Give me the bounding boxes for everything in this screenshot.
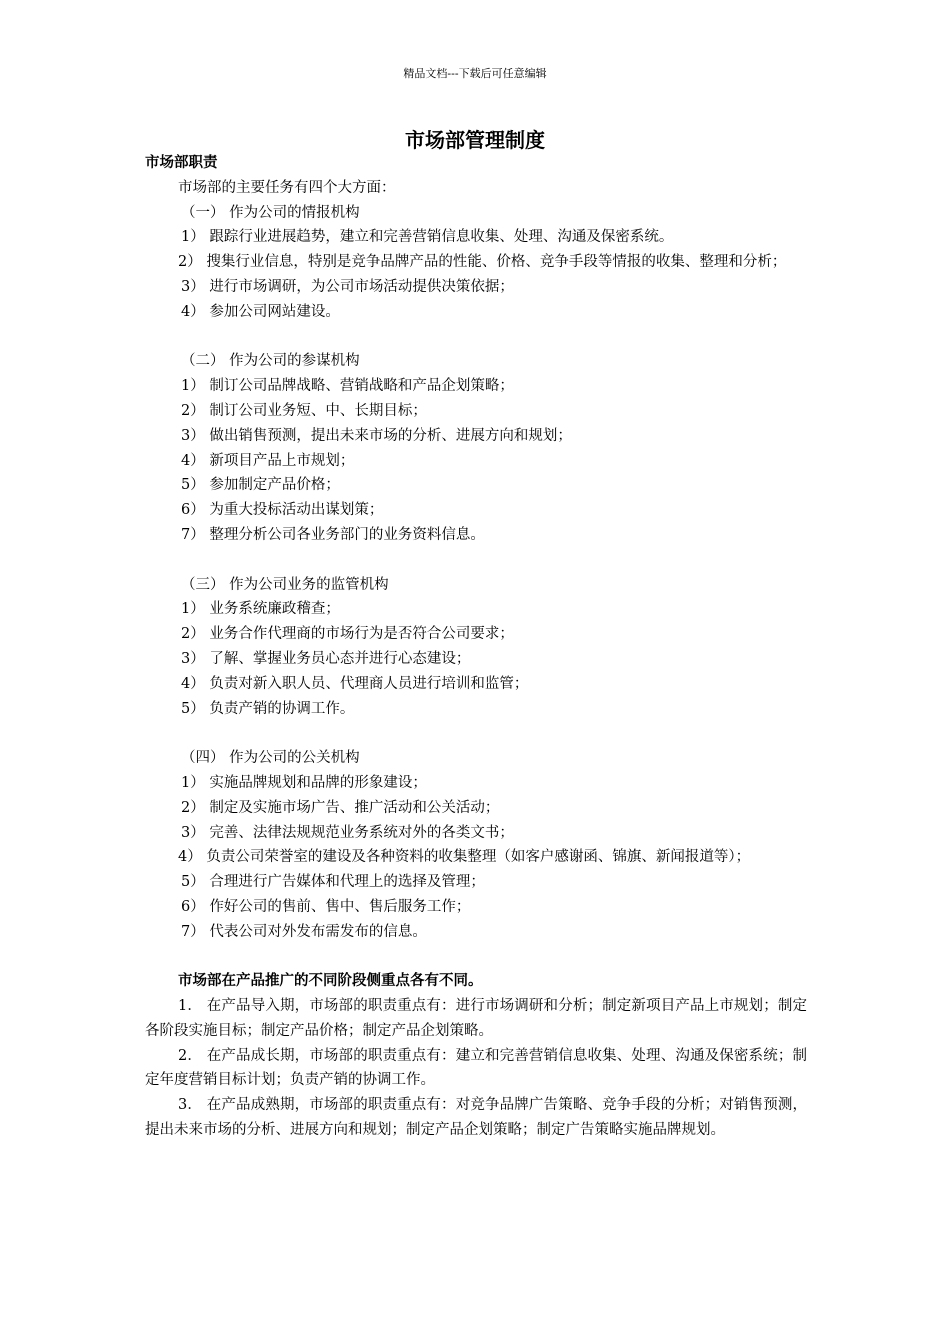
list-item: 4） 新项目产品上市规划；	[181, 452, 355, 469]
intro-text: 市场部的主要任务有四个大方面：	[178, 179, 396, 196]
list-item: 5） 参加制定产品价格；	[181, 477, 340, 494]
list-item: 2） 制订公司业务短、中、长期目标；	[181, 402, 427, 419]
stage-paragraph: 1． 在产品导入期，市场部的职责重点有：进行市场调研和分析；制定新项目产品上市规划；制定各阶段实施目标；制定产品价格；制定产品企划策略。	[145, 998, 807, 1039]
page-header: 精品文档---下载后可任意编辑	[403, 67, 547, 80]
list-item: 4） 负责公司荣誉室的建设及各种资料的收集整理（如客户感谢函、锦旗、新闻报道等）；	[178, 849, 751, 866]
list-item: 3） 完善、法律法规规范业务系统对外的各类文书；	[181, 824, 514, 841]
spacer	[145, 721, 807, 746]
list-item: 1） 业务系统廉政稽查；	[181, 601, 340, 618]
list-item: 3） 做出销售预测，提出未来市场的分析、进展方向和规划；	[181, 427, 572, 444]
list-item: 1） 实施品牌规划和品牌的形象建设；	[181, 774, 427, 791]
document-title: 市场部管理制度	[405, 128, 545, 152]
group-title: （四） 作为公司的公关机构	[181, 750, 360, 767]
section-heading-stages: 市场部在产品推广的不同阶段侧重点各有不同。	[178, 973, 483, 990]
list-item: 1） 制订公司品牌战略、营销战略和产品企划策略；	[181, 378, 514, 395]
section-heading-duties: 市场部职责	[145, 155, 218, 171]
list-item: 3） 了解、掌握业务员心态并进行心态建设；	[181, 650, 471, 667]
list-item: 2） 搜集行业信息，特别是竞争品牌产品的性能、价格、竞争手段等情报的收集、整理和分析；	[178, 254, 787, 271]
group-title: （一） 作为公司的情报机构	[181, 204, 360, 221]
stage-paragraph: 2． 在产品成长期，市场部的职责重点有：建立和完善营销信息收集、处理、沟通及保密系统；制定年度营销目标计划；负责产销的协调工作。	[145, 1047, 807, 1089]
group-title: （三） 作为公司业务的监管机构	[181, 576, 389, 593]
list-item: 5） 负责产销的协调工作。	[181, 700, 355, 717]
list-item: 2） 制定及实施市场广告、推广活动和公关活动；	[181, 799, 500, 816]
stage-paragraph: 3． 在产品成熟期，市场部的职责重点有：对竞争品牌广告策略、竞争手段的分析；对销售预测，提出未来市场的分析、进展方向和规划；制定产品企划策略；制定广告策略实施品牌规划。	[145, 1097, 807, 1139]
list-item: 6） 为重大投标活动出谋划策；	[181, 502, 384, 519]
list-item: 7） 代表公司对外发布需发布的信息。	[181, 923, 427, 940]
document-body	[145, 151, 807, 1143]
list-item: 4） 参加公司网站建设。	[181, 303, 340, 320]
spacer	[145, 945, 807, 970]
list-item: 4） 负责对新入职人员、代理商人员进行培训和监管；	[181, 675, 529, 692]
list-item: 1） 跟踪行业进展趋势，建立和完善营销信息收集、处理、沟通及保密系统。	[181, 229, 674, 246]
list-item: 3） 进行市场调研，为公司市场活动提供决策依据；	[181, 278, 514, 295]
group-title: （二） 作为公司的参谋机构	[181, 353, 360, 370]
list-item: 7） 整理分析公司各业务部门的业务资料信息。	[181, 526, 485, 543]
list-item: 2） 业务合作代理商的市场行为是否符合公司要求；	[181, 626, 514, 643]
list-item: 6） 作好公司的售前、售中、售后服务工作；	[181, 898, 471, 915]
list-item: 5） 合理进行广告媒体和代理上的选择及管理；	[181, 874, 485, 891]
spacer	[145, 325, 807, 350]
spacer	[145, 548, 807, 573]
